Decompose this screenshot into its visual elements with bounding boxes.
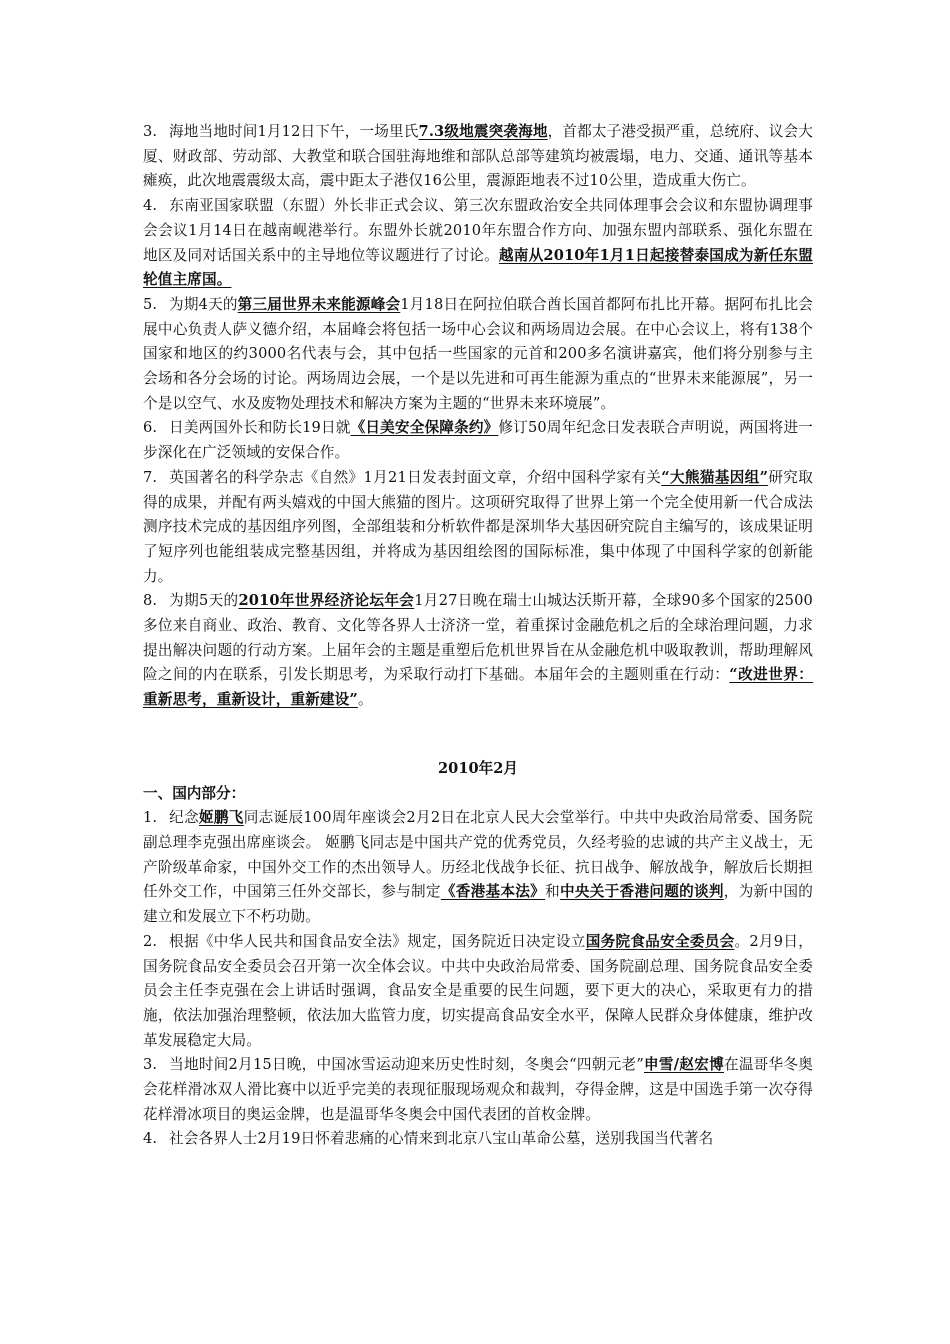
list-item: [143, 806, 813, 930]
highlighted-term: 申雪/赵宏博: [643, 1056, 724, 1074]
item-text: 纪念: [169, 809, 199, 827]
month-heading: 2010年2月: [438, 759, 518, 777]
item-text: 根据《中华人民共和国食品安全法》规定，国务院近日决定设立: [169, 932, 586, 950]
list-item: [143, 120, 813, 194]
list-item: [143, 589, 813, 713]
item-text: 为期5天的: [169, 592, 239, 610]
item-text: 在温哥华冬奥会花样滑冰双人滑比赛中以近乎完美的表现征服现场观众和裁判，夺得金牌，这是中国选手第一次夺得花样滑冰项目的奥运金牌，也是温哥华冬奥会中国代表团的首枚金牌。: [143, 1056, 813, 1123]
item-number: 3.: [143, 123, 158, 140]
list-item: [143, 293, 813, 417]
item-text: 日美两国外长和防长19日就: [169, 419, 351, 437]
highlighted-term: 越南从2010年1月1日起接替泰国成为新任东盟轮值主席国。: [143, 246, 813, 289]
item-number: 6.: [143, 419, 158, 437]
section-heading: 一、国内部分：: [143, 784, 246, 802]
highlighted-term: 国务院食品安全委员会: [585, 932, 735, 950]
highlighted-term: 《日美安全保障条约》: [350, 419, 499, 437]
feb-item-list: [143, 806, 813, 1152]
highlighted-term: 7.3级地震突袭海地: [418, 123, 548, 140]
item-text: 修订50周年纪念日发表联合声明说，两国将进一步深化在广泛领域的安保合作。: [143, 419, 813, 462]
item-text: 英国著名的科学杂志《自然》1月21日发表封面文章，介绍中国科学家有关: [169, 468, 662, 486]
highlighted-term: “大熊猫基因组”: [661, 468, 769, 486]
item-number: 3.: [143, 1056, 158, 1074]
jan-item-list: [143, 120, 813, 713]
item-text: 。: [357, 691, 373, 709]
item-text: ，首都太子港受损严重，总统府、议会大厦、财政部、劳动部、大教堂和联合国驻海地维和部队总部等建筑均被震塌，电力、交通、通讯等基本瘫痪，此次地震震级太高，震中距太子港仅16公里，震源距地表不过10公里，造成重大伤亡。: [143, 123, 814, 190]
list-item: [143, 194, 813, 293]
item-number: 5.: [143, 295, 158, 313]
item-number: 2.: [143, 932, 158, 950]
list-item: [143, 930, 813, 1054]
item-text: 为期4天的: [169, 295, 238, 313]
item-number: 7.: [143, 468, 158, 486]
item-text: 1月27日晚在瑞士山城达沃斯开幕，全球90多个国家的2500多位来自商业、政治、教育、文化等各界人士济济一堂，着重探讨金融危机之后的全球治理问题，力求提出解决问题的行动方案。上届年会的主题是重塑后危机世界旨在从金融危机中吸取教训，帮助理解风险之间的内在联系，引发长期思考，为采取行动打下基础。本届年会的主题则重在行动：: [143, 592, 813, 684]
list-item: [143, 466, 813, 590]
item-text: 1月18日在阿拉伯联合酋长国首都阿布扎比开幕。据阿布扎比会展中心负责人萨义德介绍，本届峰会将包括一场中心会议和两场周边会展。在中心会议上，将有138个国家和地区的约3000名代表与会，其中包括一些国家的元首和200多名演讲嘉宾，他们将分别参与主会场和各分会场的讨论。两场周边会展，一个是以先进和可再生能源为重点的“世界未来能源展”，另一个是以空气、水及废物处理技术和解决方案为主题的“世界未来环境展”。: [143, 295, 813, 412]
item-number: 8.: [143, 592, 158, 610]
highlighted-term: 2010年世界经济论坛年会: [238, 592, 415, 610]
highlighted-term: 《香港基本法》: [440, 883, 546, 901]
document-page: [143, 120, 813, 1152]
list-item: [143, 1127, 813, 1152]
list-item: [143, 1053, 813, 1127]
item-text: 和: [545, 883, 560, 901]
item-text: 海地当地时间1月12日下午，一场里氏: [169, 123, 419, 140]
item-number: 4.: [143, 197, 158, 215]
item-text: 研究取得的成果，并配有两头嬉戏的中国大熊猫的图片。这项研究取得了世界上第一个完全使用新一代合成法测序技术完成的基因组序列图，全部组装和分析软件都是深圳华大基因研究院自主编写的，该成果证明了短序列也能组装成完整基因组，并将成为基因组绘图的国际标准，集中体现了中国科学家的创新能力。: [143, 468, 813, 585]
item-text: ，为新中国的建立和发展立下不朽功勋。: [143, 883, 813, 926]
list-item: [143, 416, 813, 465]
highlighted-term: 姬鹏飞: [198, 809, 244, 827]
highlighted-term: 中央关于香港问题的谈判: [559, 883, 724, 901]
item-text: 社会各界人士2月19日怀着悲痛的心情来到北京八宝山革命公墓，送别我国当代著名: [169, 1130, 714, 1148]
item-number: 1.: [143, 809, 158, 827]
item-number: 4.: [143, 1130, 158, 1148]
item-text: 当地时间2月15日晚，中国冰雪运动迎来历史性时刻，冬奥会“四朝元老”: [169, 1056, 644, 1074]
item-text: 同志诞辰100周年座谈会2月2日在北京人民大会堂举行。中共中央政治局常委、国务院副总理李克强出席座谈会。 姬鹏飞同志是中国共产党的优秀党员，久经考验的忠诚的共产主义战士，无产阶级革命家，中国外交工作的杰出领导人。历经北伐战争长征、抗日战争、解放战争，解放后长期担任外交工作，中国第三任外交部长，参与制定: [143, 809, 813, 901]
highlighted-term: 第三届世界未来能源峰会: [237, 295, 401, 313]
item-text: 东南亚国家联盟（东盟）外长非正式会议、第三次东盟政治安全共同体理事会会议和东盟协调理事会会议1月14日在越南岘港举行。东盟外长就2010年东盟合作方向、加强东盟内部联系、强化东盟在地区及同对话国关系中的主导地位等议题进行了讨论。: [143, 197, 813, 264]
item-text: 。2月9日，国务院食品安全委员会召开第一次全体会议。中共中央政治局常委、国务院副总理、国务院食品安全委员会主任李克强在会上讲话时强调，食品安全是重要的民生问题，要下更大的决心，采取更有力的措施，依法加强治理整顿，依法加大监管力度，切实提高食品安全水平，保障人民群众身体健康，维护改革发展稳定大局。: [143, 932, 813, 1049]
highlighted-term: “改进世界：重新思考，重新设计，重新建设”: [143, 666, 814, 709]
